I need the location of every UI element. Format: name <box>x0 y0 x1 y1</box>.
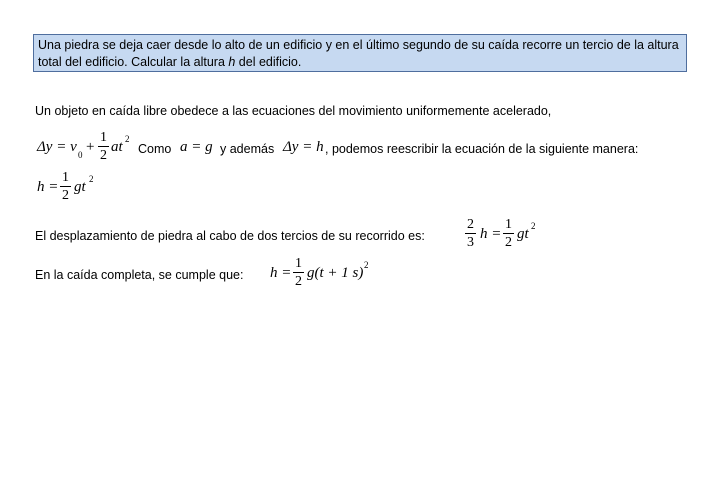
eq1-denominator: 2 <box>100 148 107 163</box>
eq4-denominator: 2 <box>295 274 302 289</box>
eq3-fraction-b <box>503 217 514 250</box>
eq1-subscript: 0 <box>78 150 83 160</box>
eq1-exponent: 2 <box>125 134 130 144</box>
eq4-fraction <box>293 256 304 289</box>
eq1-fraction <box>98 130 109 163</box>
eq3-numerator-b: 1 <box>505 217 512 232</box>
eq3-denominator-b: 2 <box>505 235 512 250</box>
rewrite-text: , podemos reescribir la ecuación de la siguiente manera: <box>325 142 639 156</box>
eq2-numerator: 1 <box>62 170 69 185</box>
condition-a-equals-g: a = g <box>180 139 213 155</box>
eq1-numerator: 1 <box>100 130 107 145</box>
problem-text-1: Una piedra se deja caer desde lo alto de un edificio y en el último segundo de su caída recorre un tercio de la altura total del edificio. Calcular la altura <box>38 38 679 69</box>
condition-dy-equals-h: Δy = h <box>283 139 324 155</box>
ademas-label: y además <box>220 142 275 156</box>
eq3-fraction-a <box>465 217 476 250</box>
problem-statement-box <box>33 34 687 72</box>
eq4-lhs: h = <box>270 265 292 281</box>
eq2-fraction-bar <box>60 186 71 187</box>
eq3-mid: h = <box>480 226 502 242</box>
eq3-denominator-a: 3 <box>467 235 474 250</box>
eq4-numerator: 1 <box>295 256 302 271</box>
eq3-fraction-bar-b <box>503 233 514 234</box>
eq3-fraction-bar-a <box>465 233 476 234</box>
como-label: Como <box>138 142 172 156</box>
eq2-denominator: 2 <box>62 188 69 203</box>
eq2-fraction <box>60 170 71 203</box>
eq4-exponent: 2 <box>364 260 369 270</box>
problem-height-variable: h <box>228 55 236 69</box>
problem-text-2: del edificio. <box>235 55 302 69</box>
eq3-exponent: 2 <box>531 221 536 231</box>
eq4-fraction-bar <box>293 272 304 273</box>
eq2-exponent: 2 <box>89 174 94 184</box>
eq1-plus: + <box>86 139 95 155</box>
intro-text: Un objeto en caída libre obedece a las ecuaciones del movimiento uniformemente acelerado, <box>35 104 552 118</box>
eq2-term: gt <box>74 179 86 195</box>
eq1-lhs: Δy = v <box>37 139 77 155</box>
eq4-term: g(t + 1 s) <box>307 265 364 281</box>
caida-text: En la caída completa, se cumple que: <box>35 268 244 282</box>
eq2-lhs: h = <box>37 179 59 195</box>
desplazamiento-text: El desplazamiento de piedra al cabo de dos tercios de su recorrido es: <box>35 229 425 243</box>
eq1-fraction-bar <box>98 146 109 147</box>
eq1-term: at <box>111 139 123 155</box>
eq3-term: gt <box>517 226 529 242</box>
eq3-numerator-a: 2 <box>467 217 474 232</box>
